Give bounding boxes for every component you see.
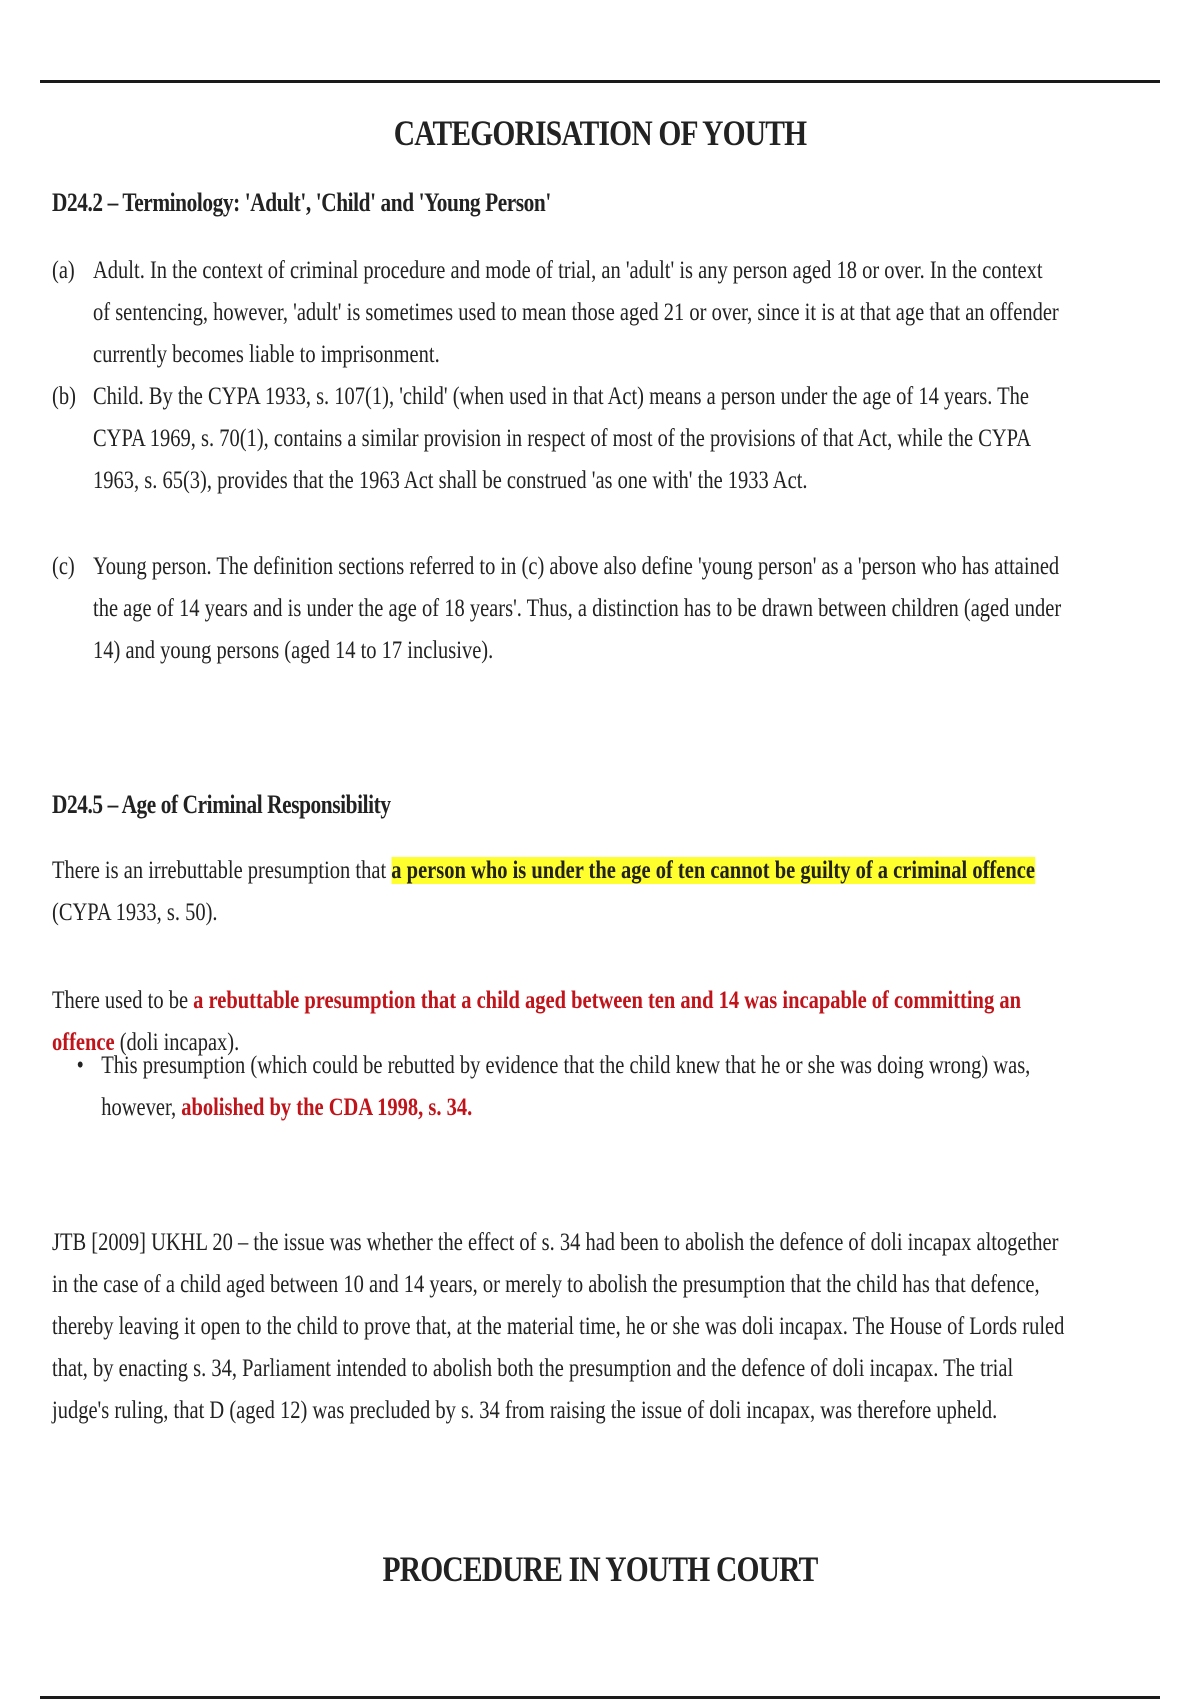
highlighted-text: a person who is under the age of ten cannot be guilty of a criminal offence (391, 857, 1035, 884)
emphasized-red-text: abolished by the CDA 1998, s. 34. (181, 1094, 473, 1121)
list-item-text: Child. By the CYPA 1933, s. 107(1), 'child' (when used in that Act) means a person under the age of 14 years. The CYPA 1969, s. 70(1), contains a similar provision in respect of most of the provisions of that Act, while the CYPA 1963, s. 65(3), provides that the 1963 Act shall be construed 'as one with' the 1933 Act. (93, 383, 1030, 494)
case-paragraph: JTB [2009] UKHL 20 – the issue was whether the effect of s. 34 had been to abolish the defence of doli incapax altogether in the case of a child aged between 10 and 14 years, or merely to abolish the presumption that the child has that defence, thereby leaving it open to the child to prove that, at the material time, he or she was doli incapax. The House of Lords ruled that, by enacting s. 34, Parliament intended to abolish both the presumption and the defence of doli incapax. The trial judge's ruling, that D (aged 12) was precluded by s. 34 from raising the issue of doli incapax, was therefore upheld. (52, 1229, 1065, 1424)
presumption-text-after: (CYPA 1933, s. 50). (52, 899, 218, 926)
list-item-text: Adult. In the context of criminal procedure and mode of trial, an 'adult' is any person aged 18 or over. In the context of sentencing, however, 'adult' is sometimes used to mean those aged 21 or over, since it is at that age that an offender currently becomes liable to imprisonment. (93, 257, 1059, 368)
section-heading-terminology: D24.2 – Terminology: 'Adult', 'Child' and 'Young Person' (52, 188, 551, 217)
bullet-text (101, 1045, 1060, 1129)
section-title-procedure: PROCEDURE IN YOUTH COURT (382, 1549, 818, 1589)
bullet-symbol: • (76, 1052, 84, 1079)
presumption-paragraph (52, 850, 1069, 934)
doli-text-after: (doli incapax). (114, 1029, 240, 1056)
bullet-text-before: This presumption (which could be rebutted by evidence that the child knew that he or she was doing wrong) was, however, (101, 1052, 1031, 1121)
list-marker: (b) (52, 383, 76, 410)
emphasized-red-text: a rebuttable presumption that a child aged between ten and 14 was incapable of committing an offence (52, 987, 1021, 1056)
presumption-text-before: There is an irrebuttable presumption that (52, 857, 392, 884)
bottom-divider (40, 1696, 1160, 1699)
top-divider (40, 80, 1160, 83)
section-heading-criminal-responsibility: D24.5 – Age of Criminal Responsibility (52, 790, 391, 819)
page-title: CATEGORISATION OF YOUTH (393, 113, 807, 153)
list-item-text: Young person. The definition sections referred to in (c) above also define 'young person' as a 'person who has attained the age of 14 years and is under the age of 18 years'. Thus, a distinction has to be drawn between children (aged under 14) and young persons (aged 14 to 17 inclusive). (93, 553, 1062, 664)
list-marker: (c) (52, 553, 75, 580)
list-marker: (a) (52, 257, 75, 284)
doli-text-before: There used to be (52, 987, 194, 1014)
